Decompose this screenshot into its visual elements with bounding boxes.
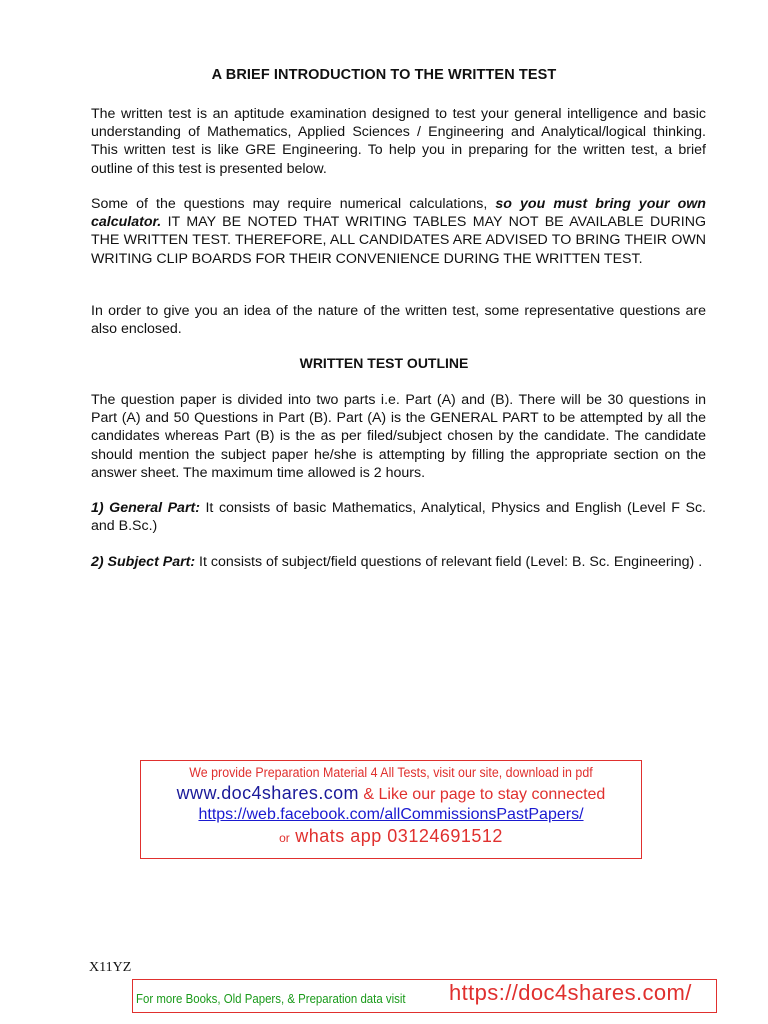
calculator-emphasis: so you must bring your own calculator. [91,196,706,231]
calculator-tail: IT MAY BE NOTED THAT WRITING TABLES MAY NOT BE AVAILABLE DURING THE WRITTEN TEST. THEREFORE, ALL CANDIDATES ARE ADVISED TO BRING THEIR OWN WRITING CLIP BOARDS FOR THEIR CONVENIENCE DURING THE WRITTEN TEST. [91,214,706,267]
footer-text: For more Books, Old Papers, & Preparation data visit [136,991,406,1006]
sample-questions-paragraph: In order to give you an idea of the nature of the written test, some representative questions are also enclosed. [91,303,706,338]
document-code: X11YZ [89,960,132,975]
footer-banner [132,979,717,1013]
subject-part-text: It consists of subject/field questions of relevant field (Level: B. Sc. Engineering) . [195,554,703,570]
promo-box [140,760,642,859]
general-part-paragraph [91,499,706,535]
promo-or-text: or [279,831,290,845]
promo-like-text: & Like our page to stay connected [358,786,606,803]
calculator-lead: Some of the questions may require numerical calculations, [91,196,496,212]
whatsapp-number[interactable]: whats app 03124691512 [289,826,503,846]
outline-heading: WRITTEN TEST OUTLINE [299,355,469,371]
intro-paragraph: The written test is an aptitude examination designed to test your general intelligence and basic understanding of Mathematics, Applied Sciences / Engineering and Analytical/logical thinking. This written test is like GRE Engineering. To help you in preparing for the written test, a brief outline of this test is presented below. [91,106,706,177]
footer-url-link[interactable]: https://doc4shares.com/ [449,980,692,1005]
page-title: A BRIEF INTRODUCTION TO THE WRITTEN TEST [211,67,557,83]
outline-paragraph: The question paper is divided into two parts i.e. Part (A) and (B). There will be 30 questions in Part (A) and 50 Questions in Part (B). Part (A) is the GENERAL PART to be attempted by all the candidates whereas Part (B) is the as per filed/subject chosen by the candidate. The candidate should mention the subject paper he/she is attempting by filling the appropriate section on the answer sheet. The maximum time allowed is 2 hours. [91,392,706,481]
promo-line: We provide Preparation Material 4 All Tests, visit our site, download in pdf [189,765,593,780]
promo-site-link[interactable]: www.doc4shares.com [176,783,359,803]
calculator-paragraph [91,195,706,268]
facebook-link[interactable]: https://web.facebook.com/allCommissionsPastPapers/ [198,806,584,823]
general-part-text: It consists of basic Mathematics, Analytical, Physics and English (Level F Sc. and B.Sc.) [91,500,706,535]
promo-facebook-line [141,806,641,824]
subject-part-label: 2) Subject Part: [91,554,196,570]
subject-part-paragraph [91,553,706,571]
promo-whatsapp-line [141,826,641,847]
general-part-label: 1) General Part: [91,500,200,516]
promo-site-line [141,783,641,804]
